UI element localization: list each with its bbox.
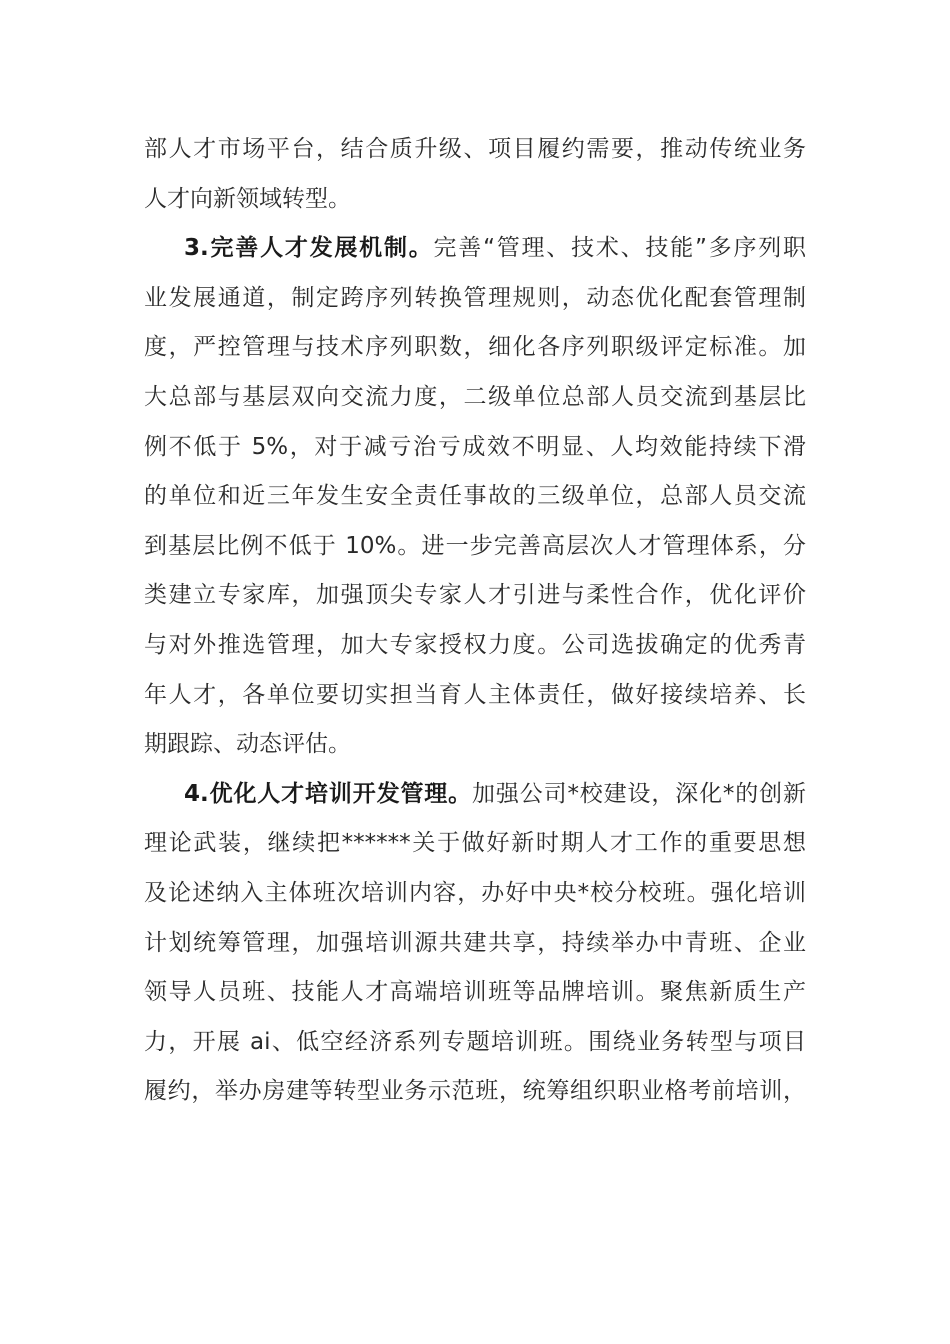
text-line: 部人才市场平台，结合质升级、项目履约需要，推动传统业务	[144, 136, 806, 162]
text-line: 理论武装，继续把******关于做好新时期人才工作的重要思想	[144, 830, 806, 857]
text-line: 计划统筹管理，加强培训源共建共享，持续举办中青班、企业	[144, 929, 806, 956]
text-line: 例不低于 5%，对于减亏治亏成效不明显、人均效能持续下滑	[144, 433, 806, 460]
text-span: 加强公司*校建设，深化*的创新	[472, 780, 806, 807]
text-line: 度，严控管理与技术序列职数，细化各序列职级评定标准。加	[144, 334, 806, 361]
text-line: 业发展通道，制定跨序列转换管理规则，动态优化配套管理制	[144, 284, 806, 311]
text-line: 类建立专家库，加强顶尖专家人才引进与柔性合作，优化评价	[144, 582, 806, 609]
text-line: 大总部与基层双向交流力度，二级单位总部人员交流到基层比	[144, 383, 806, 410]
text-line: 与对外推选管理，加大专家授权力度。公司选拔确定的优秀青	[144, 631, 806, 658]
text-line: 期跟踪、动态评估。	[144, 731, 351, 758]
text-line: 履约，举办房建等转型业务示范班，统筹组织职业格考前培训，	[144, 1078, 806, 1105]
section-heading: 3.完善人才发展机制。	[184, 235, 434, 262]
text-line: 力，开展 ai、低空经济系列专题培训班。围绕业务转型与项目	[144, 1028, 806, 1055]
text-line: 的单位和近三年发生安全责任事故的三级单位，总部人员交流	[144, 483, 806, 510]
section-heading-line	[144, 224, 806, 274]
text-line: 年人才，各单位要切实担当育人主体责任，做好接续培养、长	[144, 681, 806, 708]
text-line: 领导人员班、技能人才高端培训班等品牌培训。聚焦新质生产	[144, 979, 806, 1006]
text-line: 及论述纳入主体班次培训内容，办好中央*校分校班。强化培训	[144, 879, 806, 906]
document-body	[144, 125, 806, 1117]
section-heading: 4.优化人才培训开发管理。	[184, 780, 473, 807]
text-line: 人才向新领域转型。	[144, 185, 351, 212]
text-span: 完善“管理、技术、技能”多序列职	[433, 235, 806, 262]
text-line: 到基层比例不低于 10%。进一步完善高层次人才管理体系，分	[144, 532, 806, 559]
section-heading-line	[144, 770, 806, 820]
